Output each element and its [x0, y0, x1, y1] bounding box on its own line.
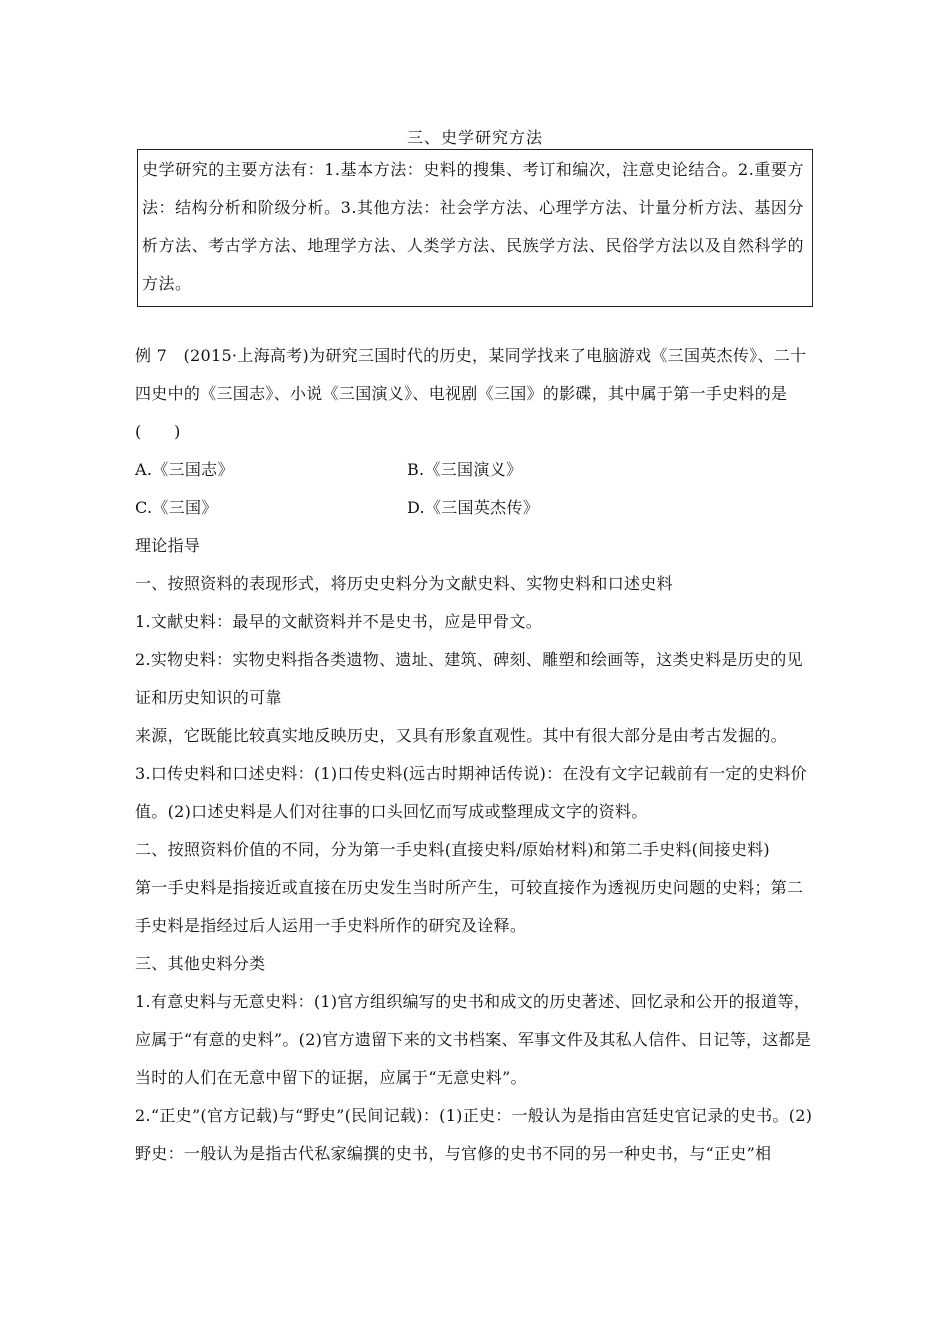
guide-paragraph-6: 二、按照资料价值的不同，分为第一手史料(直接史料/原始材料)和第二手史料(间接史料) [135, 840, 770, 859]
options-row-1 [135, 451, 815, 489]
guide-heading: 理论指导 [135, 536, 201, 555]
guide-paragraph-5: 3.口传史料和口述史料：(1)口传史料(远古时期神话传说)：在没有文字记载前有一定的史料价值。(2)口述史料是人们对往事的口头回忆而写成或整理成文字的资料。 [135, 764, 807, 821]
guide-paragraph-1: 一、按照资料的表现形式，将历史史料分为文献史料、实物史料和口述史料 [135, 574, 673, 593]
section-title: 三、史学研究方法 [406, 128, 543, 147]
guide-paragraph-10: 2.“正史”(官方记载)与“野史”(民间记载)：(1)正史：一般认为是指由宫廷史官记录的史书。(2)野史：一般认为是指古代私家编撰的史书，与官修的史书不同的另一种史书，与“正史”相 [135, 1106, 813, 1163]
methods-box-text: 史学研究的主要方法有：1.基本方法：史料的搜集、考订和编次，注意史论结合。2.重要方法：结构分析和阶级分析。3.其他方法：社会学方法、心理学方法、计量分析方法、基因分析方法、考古学方法、地理学方法、人类学方法、民族学方法、民俗学方法以及自然科学的方法。 [142, 160, 804, 293]
guide-paragraph-3: 2.实物史料：实物史料指各类遗物、遗址、建筑、碑刻、雕塑和绘画等，这类史料是历史的见证和历史知识的可靠 [135, 650, 803, 707]
guide-paragraph-2: 1.文献史料：最早的文献资料并不是史书，应是甲骨文。 [135, 612, 543, 631]
option-c: C.《三国》 [135, 498, 218, 517]
guide-paragraph-8: 三、其他史料分类 [135, 954, 266, 973]
option-d: D.《三国英杰传》 [407, 498, 540, 517]
option-a: A.《三国志》 [135, 460, 234, 479]
guide-paragraph-4: 来源，它既能比较真实地反映历史，又具有形象直观性。其中有很大部分是由考古发掘的。 [135, 726, 788, 745]
guide-paragraph-9: 1.有意史料与无意史料：(1)官方组织编写的史书和成文的历史著述、回忆录和公开的报道等，应属于“有意的史料”。(2)官方遗留下来的文书档案、军事文件及其私人信件、日记等，这都是当时的人们在无意中留下的证据，应属于“无意史料”。 [135, 992, 812, 1087]
guide-paragraph-7: 第一手史料是指接近或直接在历史发生当时所产生，可较直接作为透视历史问题的史料；第二手史料是指经过后人运用一手史料所作的研究及诠释。 [135, 878, 804, 935]
methods-box [137, 149, 813, 307]
example-question: 例 7 (2015·上海高考)为研究三国时代的历史，某同学找来了电脑游戏《三国英杰传》、二十四史中的《三国志》、小说《三国演义》、电视剧《三国》的影碟，其中属于第一手史料的是( ) [135, 346, 807, 441]
main-content [135, 337, 815, 1173]
option-b: B.《三国演义》 [407, 460, 523, 479]
options-row-2 [135, 489, 815, 527]
